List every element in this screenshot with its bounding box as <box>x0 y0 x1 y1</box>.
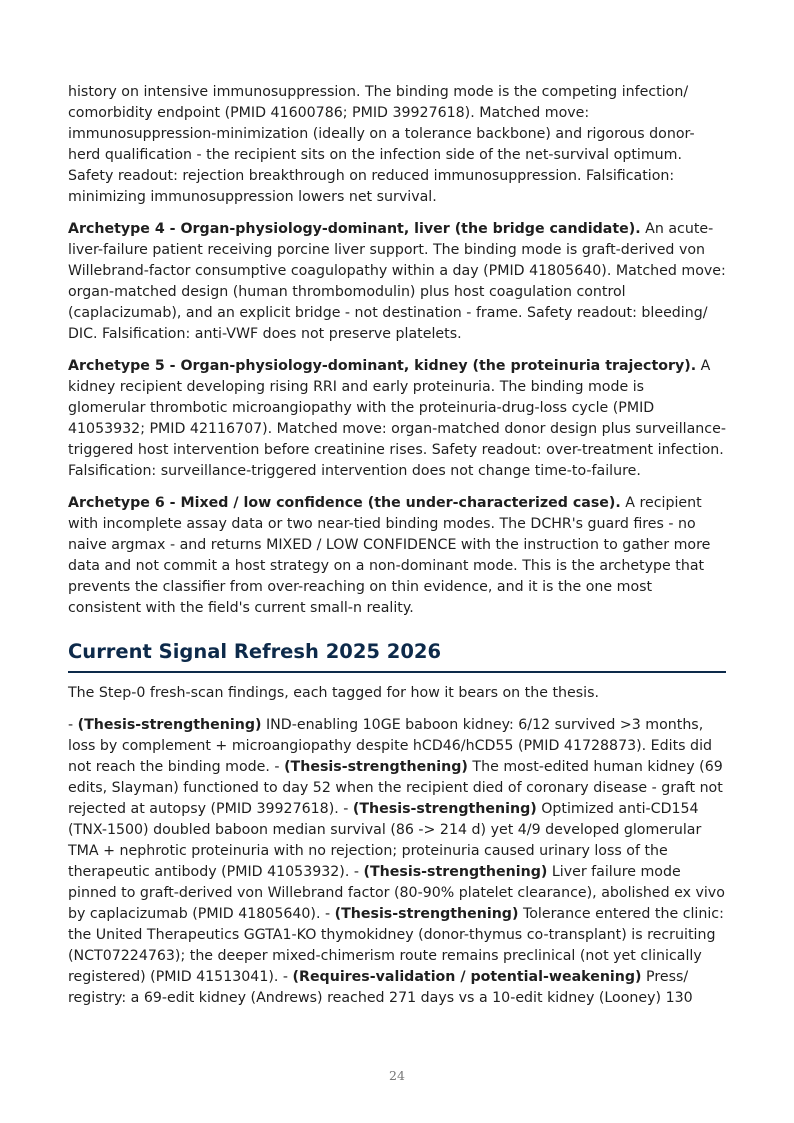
signal-text: The most-edited human kidney (69 edits, Slayman) functioned to day 52 when the recipient died of coronary disease - graft not rejected at autopsy (PMID 39927618). - <box>68 759 723 817</box>
signal-tag: (Thesis-strengthening) <box>363 864 548 880</box>
signal-text: Optimized anti-CD154 (TNX-1500) doubled baboon median survival (86 -> 214 d) yet 4/9 developed glomerular TMA + nephrotic proteinuria with no rejection; proteinuria caused urinary loss of the therapeutic antibody (PMID 41053932). - <box>68 801 702 880</box>
signal-tag: (Thesis-strengthening) <box>334 906 519 922</box>
archetype-4-heading: Archetype 4 - Organ-physiology-dominant, liver (the bridge candidate). <box>68 221 641 237</box>
paragraph-text: history on intensive immunosuppression. The binding mode is the competing infection/ comorbidity endpoint (PMID 41600786; PMID 39927618). Matched move: immunosuppression-minimization (ideally on a tolerance backbone) and rigorous donor-herd qualification - the recipient sits on the infection side of the net-survival optimum. Safety readout: rejection breakthrough on reduced immunosuppression. Falsification: minimizing immunosuppression lowers net survival. <box>68 84 695 205</box>
archetype-4-text: An acute-liver-failure patient receiving porcine liver support. The binding mode is graft-derived von Willebrand-factor consumptive coagulopathy within a day (PMID 41805640). Matched move: organ-matched design (human thrombomodulin) plus host coagulation control (caplacizumab), and an explicit bridge - not destination - frame. Safety readout: bleeding/ DIC. Falsification: anti-VWF does not preserve platelets. <box>68 221 726 342</box>
signal-text: Press/ registry: a 69-edit kidney (Andrews) reached 271 days vs a 10-edit kidney (Looney) 130 <box>68 969 693 1006</box>
signal-text: Tolerance entered the clinic: the United Therapeutics GGTA1-KO thymokidney (donor-thymus co-transplant) is recruiting (NCT07224763); the deeper mixed-chimerism route remains preclinical (not yet clinically registered) (PMID 41513041). - <box>68 906 724 985</box>
archetype-5-text: A kidney recipient developing rising RRI and early proteinuria. The binding mode is glomerular thrombotic microangiopathy with the proteinuria-drug-loss cycle (PMID 41053932; PMID 42116707). Matched move: organ-matched donor design plus surveillance-triggered host intervention before creatinine rises. Safety readout: over-treatment infection. Falsification: surveillance-triggered intervention does not change time-to-failure. <box>68 358 726 479</box>
section-intro: The Step-0 fresh-scan findings, each tagged for how it bears on the thesis. <box>68 685 599 701</box>
signal-tag: (Requires-validation / potential-weakening) <box>292 969 642 985</box>
archetype-6-heading: Archetype 6 - Mixed / low confidence (the under-characterized case). <box>68 495 621 511</box>
signal-tag: (Thesis-strengthening) <box>352 801 537 817</box>
document-page <box>68 82 726 1020</box>
signal-text: Liver failure mode pinned to graft-derived von Willebrand factor (80-90% platelet clearance), abolished ex vivo by caplacizumab (PMID 41805640). - <box>68 864 725 922</box>
section-heading: Current Signal Refresh 2025 2026 <box>68 639 726 673</box>
archetype-5-paragraph <box>68 356 726 482</box>
page-number: 24 <box>389 1068 405 1083</box>
paragraph-continuation <box>68 82 726 208</box>
archetype-6-paragraph <box>68 493 726 619</box>
archetype-6-text: A recipient with incomplete assay data or two near-tied binding modes. The DCHR's guard fires - no naive argmax - and returns MIXED / LOW CONFIDENCE with the instruction to gather more data and not commit a host strategy on a non-dominant mode. This is the archetype that prevents the classifier from over-reaching on thin evidence, and it is the one most consistent with the field's current small-n reality. <box>68 495 711 616</box>
signal-tag: (Thesis-strengthening) <box>77 717 262 733</box>
archetype-4-paragraph <box>68 219 726 345</box>
signal-list-paragraph: - (Thesis-strengthening) IND-enabling 10GE baboon kidney: 6/12 survived >3 months, loss by complement + microangiopathy despite hCD46/hCD55 (PMID 41728873). Edits did not reach the binding mode. - (Thesis-strengthening) The most-edited human kidney (69 edits, Slayman) functioned to day 52 when the recipient died of coronary disease - graft not rejected at autopsy (PMID 39927618). - (Thesis-strengthening) Optimized anti-CD154 (TNX-1500) doubled baboon median survival (86 -> 214 d) yet 4/9 developed glomerular TMA + nephrotic proteinuria with no rejection; proteinuria caused urinary loss of the therapeutic antibody (PMID 41053932). - (Thesis-strengthening) Liver failure mode pinned to graft-derived von Willebrand factor (80-90% platelet clearance), abolished ex vivo by caplacizumab (PMID 41805640). - (Thesis-strengthening) Tolerance entered the clinic: the United Therapeutics GGTA1-KO thymokidney (donor-thymus co-transplant) is recruiting (NCT07224763); the deeper mixed-chimerism route remains preclinical (not yet clinically registered) (PMID 41513041). - (Requires-validation / potential-weakening) Press/ registry: a 69-edit kidney (Andrews) reached 271 days vs a 10-edit kidney (Looney) 130 <box>68 717 725 1006</box>
signal-tag: (Thesis-strengthening) <box>284 759 468 775</box>
signal-text: IND-enabling 10GE baboon kidney: 6/12 survived >3 months, loss by complement + microangiopathy despite hCD46/hCD55 (PMID 41728873). Edits did not reach the binding mode. - <box>68 717 713 775</box>
archetype-5-heading: Archetype 5 - Organ-physiology-dominant, kidney (the proteinuria trajectory). <box>68 358 697 374</box>
